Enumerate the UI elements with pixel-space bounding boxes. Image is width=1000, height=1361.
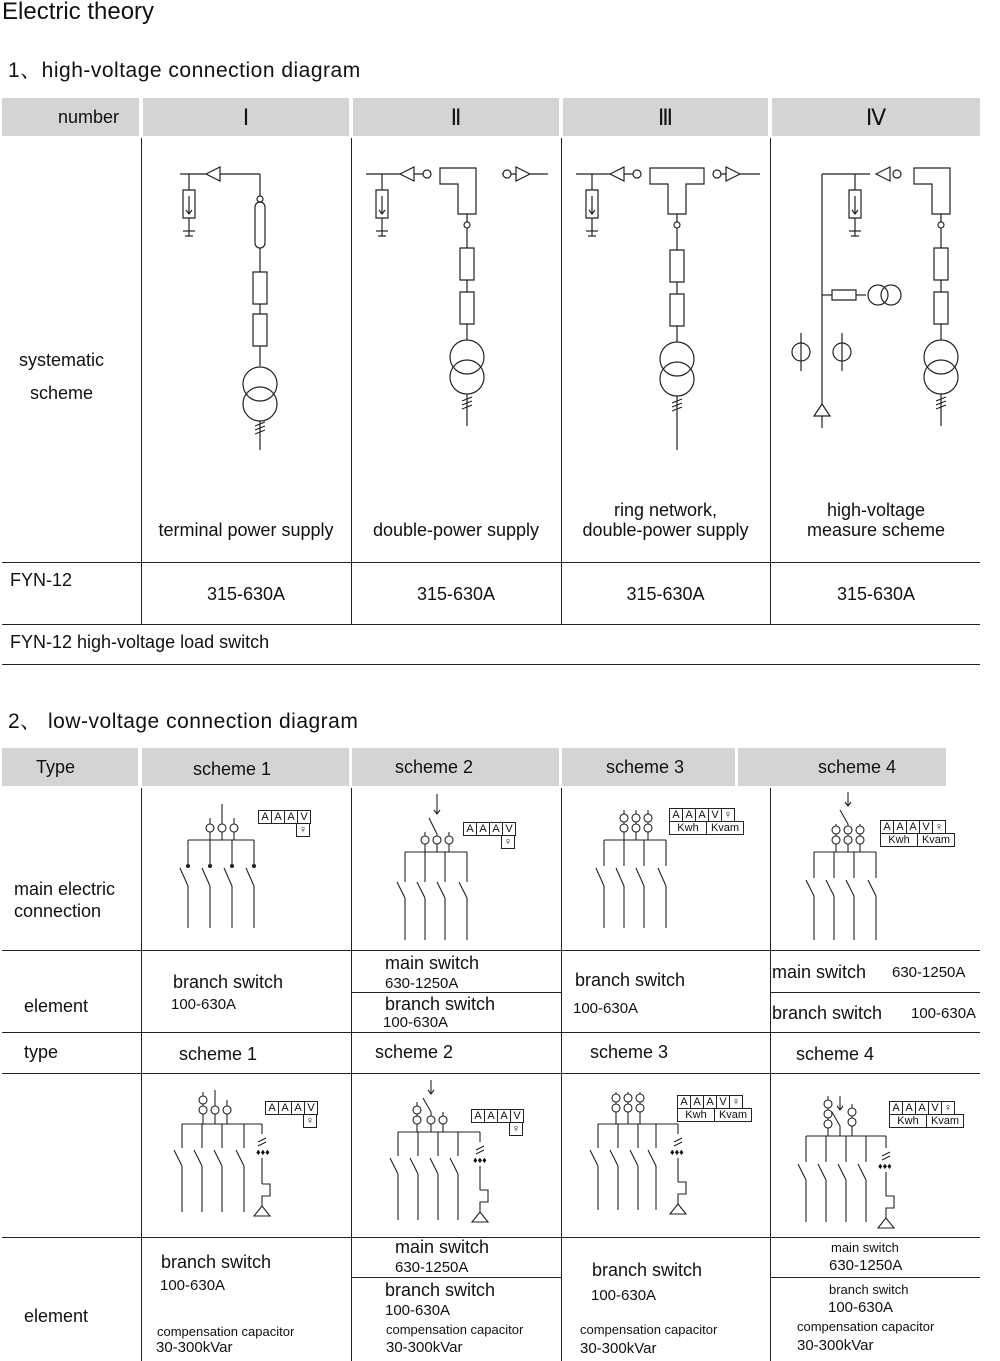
lv-element-text: branch switch xyxy=(592,1260,703,1280)
lv-element-text: main switch xyxy=(395,1237,490,1257)
kvam-meter-box: Kvam xyxy=(706,821,744,835)
lv-capacitor-value: 30-300kVar xyxy=(797,1337,874,1354)
lv-capacitor-text: compensation capacitor xyxy=(157,1324,295,1339)
kwh-meter-box: Kwh xyxy=(669,821,707,835)
hv-row-label: scheme xyxy=(30,383,94,403)
hv-col-label: Ⅲ xyxy=(657,105,674,130)
meter-panel xyxy=(677,1095,751,1121)
lv-type-scheme: scheme 4 xyxy=(796,1044,875,1064)
lv-element-value: 100-630A xyxy=(385,1302,451,1319)
lv-capacitor-text: compensation capacitor xyxy=(797,1319,935,1334)
meter-panel xyxy=(889,1101,963,1127)
ammeter-box: A xyxy=(690,1095,704,1109)
capacitor-icon: ♦♦♦ xyxy=(878,1161,892,1171)
voltmeter-box: V xyxy=(716,1095,730,1109)
lv-capacitor-text: compensation capacitor xyxy=(580,1322,718,1337)
meter-panel xyxy=(669,808,743,834)
kwh-meter-box: Kwh xyxy=(677,1108,715,1122)
indicator-box: ♀ xyxy=(501,835,515,849)
hv-caption: measure scheme xyxy=(806,520,946,540)
ammeter-box: A xyxy=(695,808,709,822)
voltmeter-box: V xyxy=(919,820,933,834)
section1-title: 1、high-voltage connection diagram xyxy=(8,59,361,82)
ammeter-box: A xyxy=(484,1109,498,1123)
lv-row-label: connection xyxy=(14,901,102,921)
lv-element-value: 630-1250A xyxy=(395,1259,469,1276)
indicator-box: ♀ xyxy=(721,808,735,822)
lv-element-text: branch switch xyxy=(385,1280,496,1300)
ammeter-box: A xyxy=(893,820,907,834)
hv-col-label: Ⅱ xyxy=(450,105,462,130)
capacitor-icon: ♦♦♦ xyxy=(473,1155,487,1165)
lv-element-text: branch switch xyxy=(772,1003,883,1023)
lv-element-value: 100-630A xyxy=(911,1005,977,1022)
hv-row-label: systematic xyxy=(19,350,105,370)
meter-panel xyxy=(258,810,310,836)
lv-comp-scheme-2-diagram xyxy=(390,1080,488,1222)
lv-capacitor-value: 30-300kVar xyxy=(386,1339,463,1356)
hv-caption: double-power supply xyxy=(372,520,540,540)
hv-caption: terminal power supply xyxy=(158,520,334,540)
lv-scheme-label: scheme 2 xyxy=(395,757,474,777)
ammeter-box: A xyxy=(278,1101,292,1115)
hv-col-label: Ⅳ xyxy=(865,105,887,130)
lv-element-value: 100-630A xyxy=(591,1287,657,1304)
lv-main-scheme-2-diagram xyxy=(397,794,467,940)
lv-element-label: element xyxy=(24,996,89,1016)
hv-caption: high-voltage xyxy=(826,500,926,520)
hv-footer: FYN-12 high-voltage load switch xyxy=(10,632,270,652)
ammeter-box: A xyxy=(291,1101,305,1115)
lv-main-scheme-4-diagram xyxy=(806,792,876,940)
lv-element-text: main switch xyxy=(385,953,480,973)
ammeter-box: A xyxy=(497,1109,511,1123)
lv-type-scheme: scheme 2 xyxy=(375,1042,454,1062)
lv-row-label: main electric xyxy=(14,879,116,899)
hv-rating: 315-630A xyxy=(626,584,705,604)
kwh-meter-box: Kwh xyxy=(889,1114,927,1128)
meter-panel xyxy=(471,1109,523,1135)
ammeter-box: A xyxy=(463,822,477,836)
lv-element-value: 100-630A xyxy=(383,1014,449,1031)
section2-title: 2、 low-voltage connection diagram xyxy=(8,710,359,733)
kvam-meter-box: Kvam xyxy=(714,1108,752,1122)
lv-element-value: 630-1250A xyxy=(829,1257,903,1274)
lv-capacitor-value: 30-300kVar xyxy=(156,1339,233,1356)
voltmeter-box: V xyxy=(297,810,311,824)
voltmeter-box: V xyxy=(510,1109,524,1123)
hv-caption: double-power supply xyxy=(582,520,749,540)
indicator-box: ♀ xyxy=(296,823,310,837)
lv-element-value: 630-1250A xyxy=(892,964,966,981)
ammeter-box: A xyxy=(902,1101,916,1115)
lv-main-scheme-1-diagram xyxy=(180,804,256,928)
ammeter-box: A xyxy=(669,808,683,822)
kvam-meter-box: Kvam xyxy=(917,833,955,847)
ammeter-box: A xyxy=(265,1101,279,1115)
ammeter-box: A xyxy=(906,820,920,834)
capacitor-icon: ♦♦♦ xyxy=(670,1147,684,1157)
ammeter-box: A xyxy=(258,810,272,824)
hv-rating: 315-630A xyxy=(416,584,496,604)
lv-type-label: Type xyxy=(36,757,76,777)
lv-element-text: branch switch xyxy=(829,1282,909,1297)
lv-element-text: branch switch xyxy=(575,970,686,990)
lv-element-label: element xyxy=(24,1306,89,1326)
lv-element-value: 100-630A xyxy=(573,1000,639,1017)
capacitor-icon: ♦♦♦ xyxy=(256,1147,270,1157)
hv-rating: 315-630A xyxy=(836,584,916,604)
voltmeter-box: V xyxy=(928,1101,942,1115)
indicator-box: ♀ xyxy=(729,1095,743,1109)
meter-panel xyxy=(463,822,515,848)
kwh-meter-box: Kwh xyxy=(880,833,918,847)
lv-element-value: 100-630A xyxy=(828,1299,894,1316)
page-title: Electric theory xyxy=(2,0,155,25)
lv-main-scheme-3-diagram xyxy=(596,810,666,928)
hv-rating: 315-630A xyxy=(206,584,286,604)
lv-type-scheme: scheme 3 xyxy=(590,1042,669,1062)
lv-element-text: main switch xyxy=(772,962,867,982)
voltmeter-box: V xyxy=(304,1101,318,1115)
ammeter-box: A xyxy=(476,822,490,836)
voltmeter-box: V xyxy=(502,822,516,836)
lv-type-row-label: type xyxy=(24,1042,59,1062)
lv-scheme-label: scheme 4 xyxy=(818,757,897,777)
ammeter-box: A xyxy=(677,1095,691,1109)
lv-element-value: 630-1250A xyxy=(385,975,459,992)
indicator-box: ♀ xyxy=(509,1122,523,1136)
kvam-meter-box: Kvam xyxy=(926,1114,964,1128)
lv-element-text: branch switch xyxy=(173,972,284,992)
voltmeter-box: V xyxy=(708,808,722,822)
lv-element-text: branch switch xyxy=(385,994,496,1014)
meter-panel xyxy=(880,820,954,846)
ammeter-box: A xyxy=(889,1101,903,1115)
indicator-box: ♀ xyxy=(932,820,946,834)
indicator-box: ♀ xyxy=(303,1114,317,1128)
lv-capacitor-text: compensation capacitor xyxy=(386,1322,524,1337)
lv-element-value: 100-630A xyxy=(160,1277,226,1294)
ammeter-box: A xyxy=(703,1095,717,1109)
hv-caption: ring network, xyxy=(613,500,718,520)
lv-capacitor-value: 30-300kVar xyxy=(580,1340,657,1357)
ammeter-box: A xyxy=(880,820,894,834)
lv-type-scheme: scheme 1 xyxy=(179,1044,258,1064)
meter-panel xyxy=(265,1101,317,1127)
ammeter-box: A xyxy=(915,1101,929,1115)
lv-scheme-label: scheme 3 xyxy=(606,757,685,777)
hv-col-label: Ⅰ xyxy=(242,105,250,130)
ammeter-box: A xyxy=(489,822,503,836)
ammeter-box: A xyxy=(271,810,285,824)
lv-element-text: branch switch xyxy=(161,1252,272,1272)
ammeter-box: A xyxy=(284,810,298,824)
hv-model-label: FYN-12 xyxy=(10,570,73,590)
lv-element-text: main switch xyxy=(831,1240,899,1255)
lv-scheme-label: scheme 1 xyxy=(193,759,272,779)
ammeter-box: A xyxy=(682,808,696,822)
indicator-box: ♀ xyxy=(941,1101,955,1115)
hv-number-label: number xyxy=(58,107,120,127)
lv-element-value: 100-630A xyxy=(171,996,237,1013)
ammeter-box: A xyxy=(471,1109,485,1123)
